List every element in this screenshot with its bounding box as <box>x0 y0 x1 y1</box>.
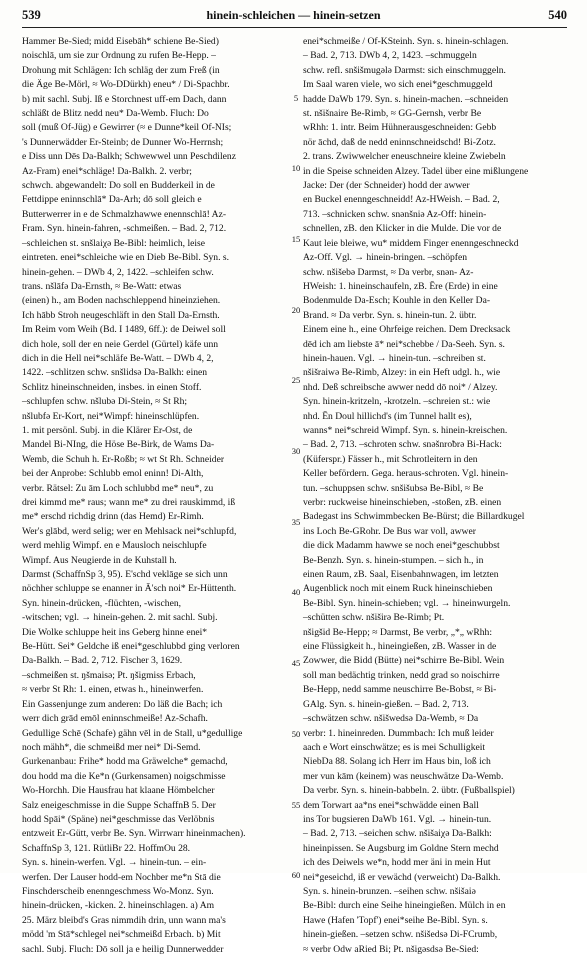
text-line: 2. trans. Zwiwwelcher eneuschneire kleine Zwiebeln <box>303 151 506 163</box>
text-line: – Bad. 2, 713. –schroten schw. snəšnroƀrə Bi-Hack: <box>303 439 502 451</box>
text-line: b) mit sachl. Subj. Iß e Storchnest uff-em Dach, dann <box>22 93 227 105</box>
text-line: Ich hābb Stroh neugeschläft in den Stall Da-Ernsth. <box>22 309 220 321</box>
text-line: Be-Bibl. Syn. hinein-schieben; vgl. → hineinwurgeln. <box>303 597 511 609</box>
text-line: Wo-Horchh. Die Hausfrau hat klaane Hömbelcher <box>22 785 215 797</box>
text-line: dem Torwart aa*ns enei*schwädde einen Ball <box>303 799 479 811</box>
text-line: Be-Hütt. Sei* Geldche iß enei*geschlubbd ging verloren <box>22 641 240 653</box>
text-line: 1422. –schlitzen schw. snšlidsə Da-Balkh: einen <box>22 367 208 379</box>
page-number-right: 540 <box>548 8 567 22</box>
text-line: nšišraiwə Be-Rimb, Alzey: in ein Heft udgl. h., wie <box>303 367 501 379</box>
text-line: Brand. ≈ Da verbr. Syn. s. hinein-tun. 2. übtr. <box>303 309 477 321</box>
text-line: Wimpf. Aus Neugierde in de Kuhstall h. <box>22 554 177 566</box>
text-line: soll (muß Of-Jüg) e Gewirrer (≈ e Dunne*keil Of-NIs; <box>22 122 232 134</box>
text-line: einen Raum, zB. Saal, Eisenbahnwagen, im letzten <box>303 569 499 581</box>
text-line: hinein-hauen. Vgl. → hinein-tun. –schreiben st. <box>303 352 486 364</box>
text-line: ins Tor bugsieren DaWb 161. Vgl. → hinein-tun. <box>303 813 492 825</box>
line-number: 10 <box>291 163 301 174</box>
text-line: 713. –schnicken schw. snənšniə Az-Off: hinein- <box>303 208 487 220</box>
text-line: –schlupfen schw. nšlubə Di-Stein, ≈ St Rh; <box>22 396 188 408</box>
text-line: GAlg. Syn. s. hinein-gießen. – Bad. 2, 713. <box>303 698 469 710</box>
text-line: SchaffnSp 3, 121. RütliBr 22. HoffmOu 28. <box>22 842 191 854</box>
text-line: –schwätzen schw. nšišwedsə Da-Wemb, ≈ Da <box>303 713 479 725</box>
left-column <box>22 35 288 957</box>
text-line: Mandel Bi-NIng, die Höse Be-Birk, de Wams Da- <box>22 439 215 451</box>
right-column <box>303 35 568 957</box>
text-line: 1. mit persönl. Subj. in die Klärer Er-Ost, de <box>22 424 193 436</box>
text-line: schw. nšišebə Darmst, ≈ Da verbr, snən- Az- <box>303 266 474 278</box>
line-number: 25 <box>291 375 301 386</box>
text-line: Butterwerrer in e de Schmalzhawwe enennschlā! Az- <box>22 208 227 220</box>
text-line: verbr. Rätsel: Zu ām Loch schlubbd me* neu*, zu <box>22 482 214 494</box>
text-line: Salz eneigeschmisse in die Suppe SchaffnB 5. Der <box>22 799 216 811</box>
line-number: 40 <box>291 587 301 598</box>
text-line: Be-Bibl: durch eine Seihe hineingießen. Mülch in en <box>303 900 506 912</box>
text-line: nšlubfə Er-Kort, nei*Wimpf: hineinschlüpfen. <box>22 410 200 422</box>
text-line: werd mehlig Wimpf. en e Mausloch neischlupfe <box>22 540 207 552</box>
text-line: Bodenmulde Da-Esch; Kouhle in den Keller Da- <box>303 295 491 307</box>
text-line: hadde DaWb 179. Syn. s. hinein-machen. –schneiden <box>303 93 509 105</box>
text-line: dou hodd ma die Ke*n (Gurkensamen) noigschmisse <box>22 770 226 782</box>
text-line: dich hole, soll der en neie Gerdel (Gürtel) käfe unn <box>22 338 219 350</box>
text-line: Zowwer, die Bidd (Bütte) nei*schirre Be-Bibl. Wein <box>303 655 505 667</box>
line-number: 5 <box>293 92 299 103</box>
text-line: nhd. Deß schreibsche awwer nedd dō noi* / Alzey. <box>303 381 498 393</box>
line-number: 15 <box>291 233 301 244</box>
text-line: Jacke: Der (der Schneider) hodd der awwer <box>303 180 470 192</box>
text-line: hinein-gießen. –setzen schw. nšišedsə Di-FCrumb, <box>303 929 498 941</box>
text-line: –schütten schw. nšiširə Be-Rimb; Pt. <box>303 612 445 624</box>
text-line: 's Dunnerwädder Er-Steinb; de Dunner Wo-Herrnsh; <box>22 136 224 148</box>
text-line: (Küferspr.) Fässer h., mit Schrotleitern in den <box>303 453 478 465</box>
header-rule <box>22 27 567 28</box>
text-line: schw. refl. snšišmugələ Darmst: sich einschmuggeln. <box>303 64 506 76</box>
text-line: Hammer Be-Sied; midd Eisebāh* schiene Be-Sied) <box>22 36 219 47</box>
running-head: hinein-schleichen — hinein-setzen <box>206 8 381 22</box>
text-line: Im Saal waren viele, wo sich enei*geschmuggeld <box>303 79 493 91</box>
text-line: – Bad. 2, 713. DWb 4, 2, 1423. –schmuggeln <box>303 50 477 62</box>
text-line: Be-Hepp, nedd samme neuschirre Be-Bobst, ≈ Bi- <box>303 684 497 696</box>
text-line: hinein-gehen. – DWb 4, 2, 1422. –schleifen schw. <box>22 266 214 278</box>
text-line: Fram. Syn. hinein-fahren, -schmeißen. – Bad. 2, 712. <box>22 223 227 235</box>
text-line: trans. nšlāfə Da-Ernsth, ≈ Be-Watt: etwas <box>22 280 182 292</box>
text-line: ≈ verbr Odw aRied Bi; Pt. nšigəsdsə Be-Sied: <box>303 943 479 955</box>
text-line: ich des Deiwels we*n, hodd mer äni in mein Hut <box>303 857 491 869</box>
text-line: nhd. Ēn Doul hillichd's (im Tunnel hallt es), <box>303 410 472 422</box>
text-line: nöchher schluppe se enanner in Ā'sch noi* Er-Hüttenth. <box>22 583 237 595</box>
text-line: ≈ verbr St Rh: 1. einen, etwas h., hineinwerfen. <box>22 684 204 696</box>
text-line: Wemb, die Schuh h. Er-Roßb; ≈ wt St Rh. Schneider <box>22 453 225 465</box>
line-number: 60 <box>291 870 301 881</box>
text-line: hineinpissen. Se Augsburg im Goldne Stern mechd <box>303 842 499 854</box>
text-line: wRhh: 1. intr. Beim Hühnerausgeschneiden: Gebb <box>303 122 497 134</box>
text-line: Gurkenanbau: Frihe* hodd ma Gräwelche* gemachd, <box>22 756 228 768</box>
text-line: Im Reim vom Weih (Bd. I 1489, 6ff.): de Deiwel soll <box>22 324 226 336</box>
text-line: NiebDa 88. Solang ich Herr im Haus bin, loß ich <box>303 756 491 768</box>
text-line: verbr: ruckweise hineinschieben, -stoßen, zB. einen <box>303 497 502 508</box>
text-line: (einen) h., am Boden nachschleppend hineinziehen. <box>22 295 221 307</box>
text-line: Einem eine h., eine Ohrfeige reichen. Dem Drecksack <box>303 324 511 336</box>
text-line: die dick Madamm hawwe se noch enei*geschubbst <box>303 540 500 552</box>
text-line: werfen. Der Lauser hodd-em Nochber me*n Stā die <box>22 871 221 883</box>
text-line: schläßt de Blitz nedd neu* Da-Wemb. Fluch: Do <box>22 108 209 120</box>
text-line: aach e Wort einschwätze; es is mei Schulligkeit <box>303 741 486 753</box>
text-line: Fettdippe eninnschlā* Da-Arh; dō soll gleich e <box>22 194 202 206</box>
text-line: ins Loch Be-GRohr. De Bus war voll, awwer <box>303 525 476 537</box>
text-line: Augenblick noch mit einem Ruck hineinschieben <box>303 583 493 595</box>
text-line: –schmeißen st. ŋšmaisə; Pt. ŋšigmiss Erbach, <box>22 669 196 681</box>
text-line: nei*geseichd, iß er vewächd (verweicht) Da-Balkh. <box>303 871 501 883</box>
text-line: Gedullige Schē (Schafe) gähn vēl in de Stall, u*gedullige <box>22 727 243 739</box>
text-line: hinein-drücken, -kicken. 2. hineinschlagen. a) Am <box>22 900 215 912</box>
text-line: Az-Fram) enei*schläge! Da-Balkh. 2. verbr; <box>22 165 192 177</box>
text-line: Az-Off. Vgl. → hinein-bringen. –schöpfen <box>303 252 468 264</box>
line-number: 55 <box>291 799 301 810</box>
text-line: Darmst (SchaffnSp 3, 95). E'schd veklāge se sich unn <box>22 569 228 581</box>
text-line: 25. März bleibd's Gras nimmdih drin, unn wann ma's <box>22 914 226 926</box>
text-line: sachl. Subj. Fluch: Dō soll ja e heilig Dunnerwedder <box>22 943 224 955</box>
text-line: dēd ich am liebste ā* nei*schebbe / Da-Seeh. Syn. s. <box>303 338 505 350</box>
text-line: wanns* nei*schreid Wimpf. Syn. s. hinein-kreischen. <box>303 424 508 436</box>
text-line: Wer's glābd, werd selig; wer en Mehlsack nei*schlupfd, <box>22 525 237 537</box>
text-line: Da-Balkh. – Bad. 2, 712. Fischer 3, 1629. <box>22 655 183 667</box>
text-line: verbr: 1. hineinreden. Dummbach: Ich muß leider <box>303 727 494 739</box>
text-line: st. nšišnaire Be-Rimb, ≈ GG-Gernsh, verbr Be <box>303 108 482 120</box>
text-line: noischlā, um sie zur Ordnung zu rufen Be-Hepp. – <box>22 50 216 62</box>
page-number-left: 539 <box>22 8 41 22</box>
text-line: Be-Benzh. Syn. s. hinein-stumpen. – sich h., in <box>303 554 484 566</box>
text-line: mer vun kām (keinem) was neuschwätze Da-Wemb. <box>303 770 504 782</box>
text-line: bei der Anprobe: Schlubb emol eninn! Di-Alth, <box>22 468 204 480</box>
text-line: Syn. hinein-drücken, -flüchten, -wischen, <box>22 597 182 609</box>
text-line: schnellen, zB. den Klicker in die Mulde. Die vor de <box>303 223 502 235</box>
text-line: e Diss unn Dēs Da-Balkh; Schwewwel unn Peschdilenz <box>22 151 236 163</box>
text-line: Kaut leie bleiwe, wu* middem Finger enenngeschneckd <box>303 237 519 249</box>
text-line: en Buckel enenngeschneidd! Az-HWeish. – Bad. 2, <box>303 194 500 206</box>
text-line: Syn. hinein-kritzeln, -krotzeln. –schreien st.: wie <box>303 396 491 408</box>
text-line: Finschderscheib enenngeschmess Wo-Monz. Syn. <box>22 885 214 897</box>
text-line: eintreten. enei*schleiche wie en Dieb Be-Bibl. Syn. s. <box>22 252 230 264</box>
text-line: tun. –schuppsen schw. snšišubsə Be-Bibl, ≈ Be <box>303 482 484 494</box>
text-line: Die Wolke schluppe heit ins Geberg hinne enei* <box>22 626 208 638</box>
text-line: hodd Spāi* (Späne) nei*geschmisse das Verlöbnis <box>22 813 215 825</box>
text-line: Syn. s. hinein-brunzen. –seihen schw. nšišaiə <box>303 885 476 897</box>
text-line: Keller befördern. Gega. heraus-schroten. Vgl. hinein- <box>303 468 509 480</box>
line-number: 35 <box>291 516 301 527</box>
text-line: nšigšid Be-Hepp; ≈ Darmst, Be verbr, „*„ wRhh: <box>303 626 492 638</box>
text-line: HWeish: 1. hineinschaufeln, zB. Ēre (Erde) in eine <box>303 280 498 292</box>
text-line: – Bad. 2, 713. –seichen schw. nšišaiχə Da-Balkh: <box>303 828 492 840</box>
text-line: die Äge Be-Mörl, ≈ Wo-DDürkh) eneu* / Di-Spachbr. <box>22 79 230 91</box>
text-line: dich in die Hell nei*schläfe Be-Watt. – DWb 4, 2, <box>22 352 214 364</box>
text-line: Da verbr. Syn. s. hinein-babbeln. 2. übtr. (Fußballspiel) <box>303 785 515 797</box>
text-line: Ein Gassenjunge zum anderen: Do läß die Bach; ich <box>22 698 223 710</box>
text-line: Syn. s. hinein-werfen. Vgl. → hinein-tun. – ein- <box>22 857 207 869</box>
text-line: werr dich grād emōl eninnschmeiße! Az-Schafh. <box>22 713 208 725</box>
text-line: Schlitz hineinschneiden, insbes. in einen Stoff. <box>22 381 202 393</box>
text-line: eine Flüssigkeit h., hineingießen, zB. Wasser in de <box>303 641 497 653</box>
text-line: Hawe (Hafen 'Topf') enei*seihe Be-Bibl. Syn. s. <box>303 914 488 926</box>
text-line: enei*schmeiße / Of-KSteinh. Syn. s. hinein-schlagen. <box>303 36 509 47</box>
text-line: nör āchd, daß de nedd eninnschneidschd! Bi-Zotz. <box>303 136 496 148</box>
text-line: Badegast ins Schwimmbecken Be-Bürst; die Billardkugel <box>303 511 525 523</box>
text-line: –schleichen st. snšlaiχə Be-Bibl: heimlich, leise <box>22 237 206 249</box>
text-line: -witschen; vgl. → hinein-gehen. 2. mit sachl. Subj. <box>22 612 218 624</box>
text-line: entzweit Er-Gütt, verbr Be. Syn. Wirrwarr hineinmachen). <box>22 828 246 840</box>
text-line: soll man bedächtig trinken, nedd grad so noischirre <box>303 669 500 681</box>
line-number: 45 <box>291 658 301 669</box>
text-line: mödd 'm Stā*schlegel nei*schmeißd Erbach. b) Mit <box>22 929 221 941</box>
text-line: schwch. abgewandelt: Do soll en Budderkeil in de <box>22 180 215 192</box>
line-number: 20 <box>291 304 301 315</box>
text-line: noch mähh*, die schmeißd mer nei* Di-Semd. <box>22 741 201 753</box>
text-line: drei kimmd me* raus; wann me* zu drei rauskimmd, iß <box>22 497 236 508</box>
text-line: in die Speise schneiden Alzey. Tadel über eine mißlungene <box>303 165 529 177</box>
text-line: Drohung mit Schlägen: Ich schläg der zum Freß (in <box>22 64 220 76</box>
line-number: 30 <box>291 446 301 457</box>
text-line: me* erschd richdig drinn (das Hemd) Er-Rimh. <box>22 511 204 523</box>
line-number: 50 <box>291 728 301 739</box>
